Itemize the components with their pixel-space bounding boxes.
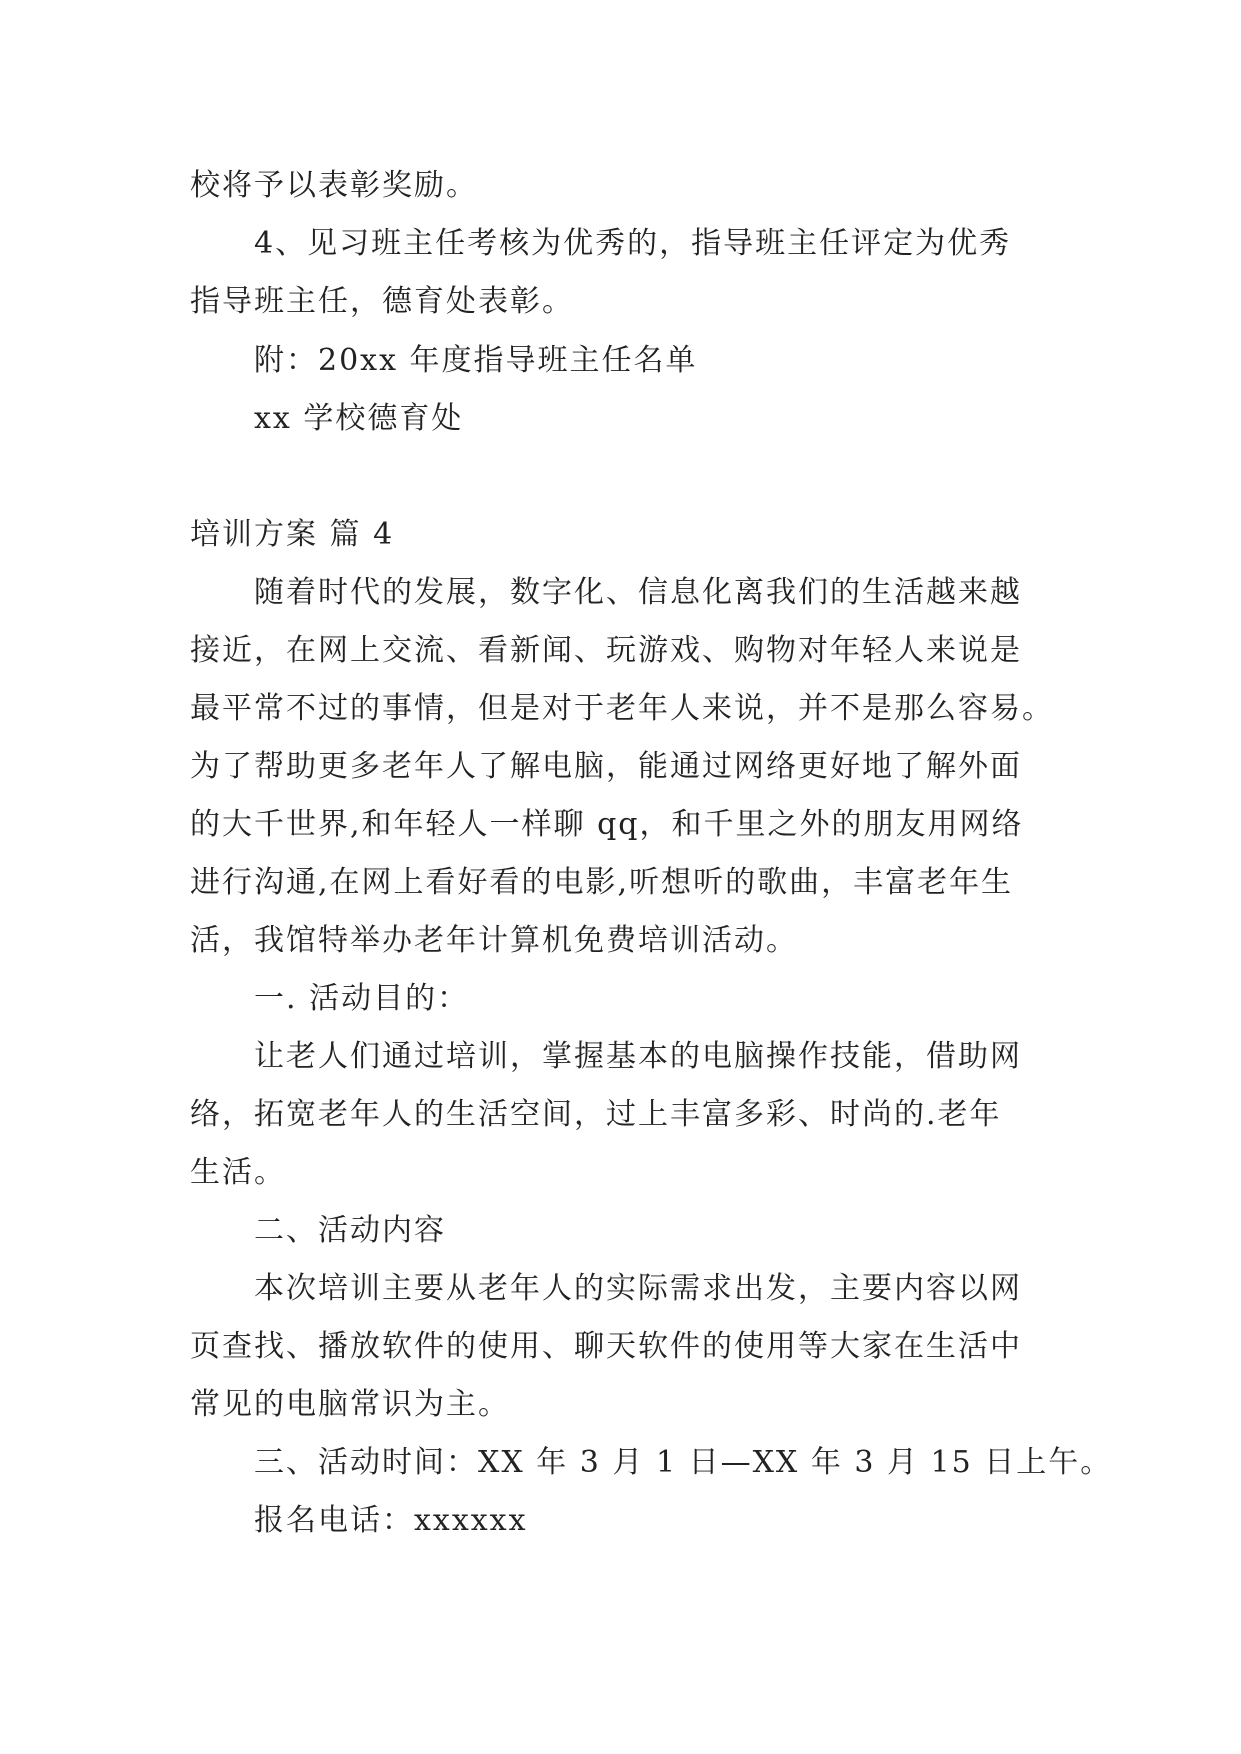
paragraph-line: 络，拓宽老年人的生活空间，过上丰富多彩、时尚的.老年 [190,1097,1002,1132]
paragraph-line: 页查找、播放软件的使用、聊天软件的使用等大家在生活中 [190,1329,1022,1364]
section-heading: 培训方案 篇 4 [190,517,395,552]
subsection-heading: 一. 活动目的： [254,981,470,1016]
appendix-line: 附：20xx 年度指导班主任名单 [254,343,698,378]
signature-line: xx 学校德育处 [254,401,464,436]
paragraph-line: 随着时代的发展，数字化、信息化离我们的生活越来越 [254,575,1022,610]
paragraph-line: 指导班主任，德育处表彰。 [190,284,574,319]
paragraph-line: 让老人们通过培训，掌握基本的电脑操作技能，借助网 [254,1039,1022,1074]
paragraph-line: 的大千世界,和年轻人一样聊 qq，和千里之外的朋友用网络 [190,807,1024,842]
paragraph-line: 本次培训主要从老年人的实际需求出发，主要内容以网 [254,1271,1022,1306]
paragraph-line: 接近，在网上交流、看新闻、玩游戏、购物对年轻人来说是 [190,633,1022,668]
paragraph-line: 生活。 [190,1155,286,1190]
subsection-heading: 二、活动内容 [254,1213,446,1248]
paragraph-line: 校将予以表彰奖励。 [190,168,478,203]
paragraph-line: 为了帮助更多老年人了解电脑，能通过网络更好地了解外面 [190,749,1022,784]
subsection-heading: 三、活动时间：XX 年 3 月 1 日—XX 年 3 月 15 日上午。 [254,1445,1113,1480]
paragraph-line: 最平常不过的事情，但是对于老年人来说，并不是那么容易。 [190,691,1054,726]
paragraph-line: 常见的电脑常识为主。 [190,1387,510,1422]
paragraph-line: 4、见习班主任考核为优秀的，指导班主任评定为优秀 [254,226,1012,261]
contact-line: 报名电话：xxxxxx [254,1503,528,1538]
paragraph-line: 活，我馆特举办老年计算机免费培训活动。 [190,923,798,958]
paragraph-line: 进行沟通,在网上看好看的电影,听想听的歌曲，丰富老年生 [190,865,1014,900]
